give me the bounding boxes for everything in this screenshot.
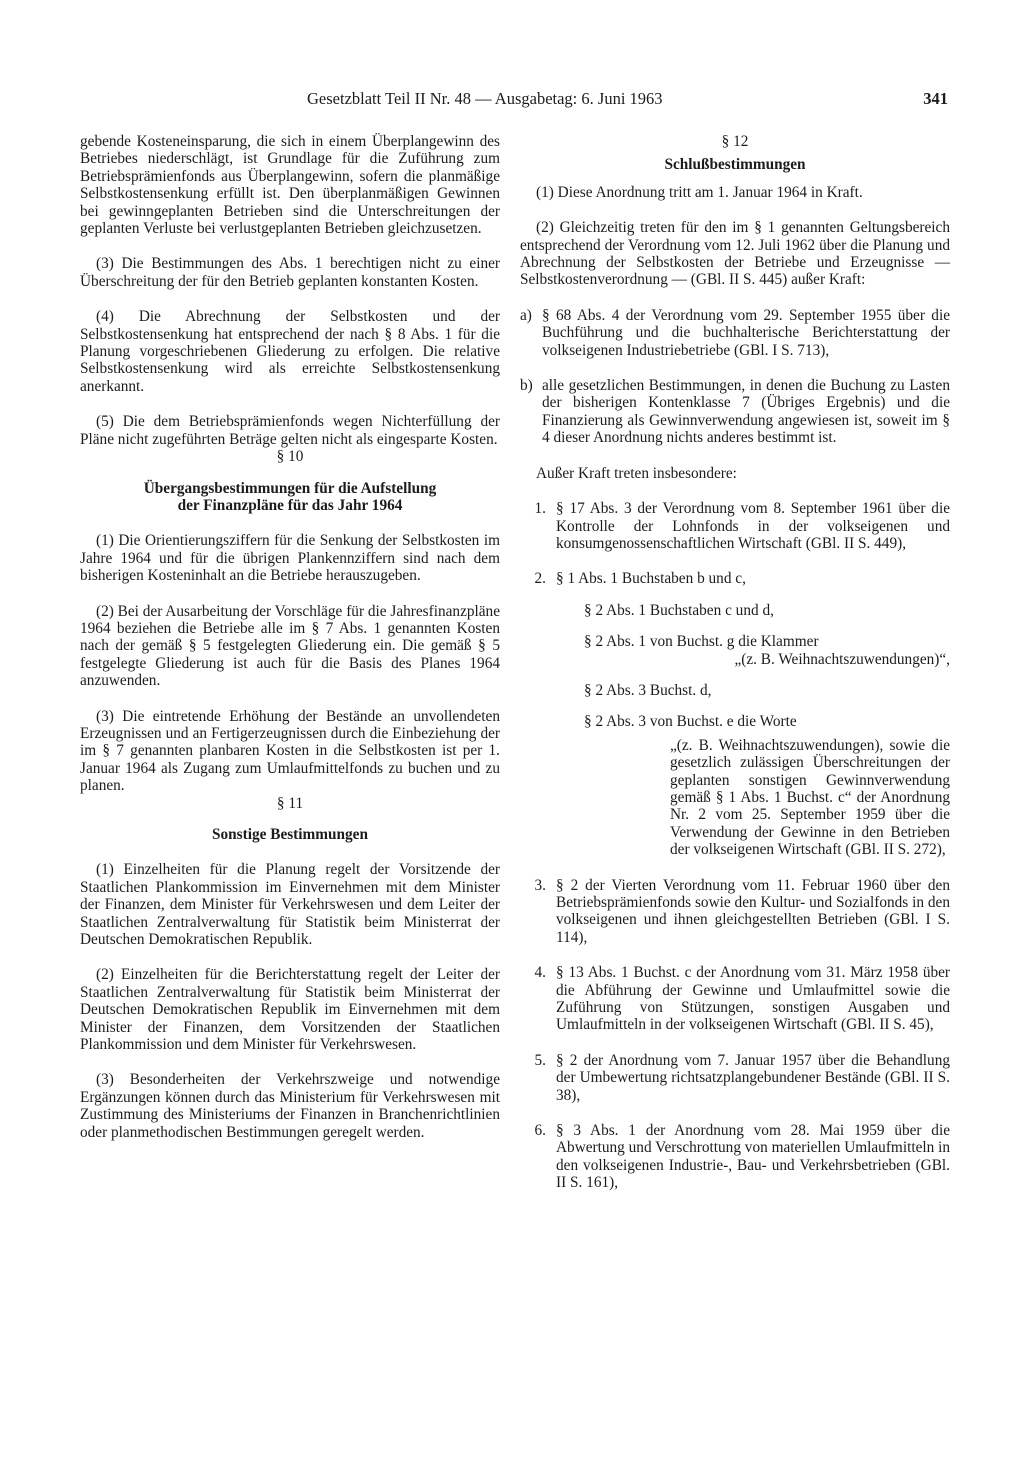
right-column bbox=[520, 133, 950, 1192]
section-12-paragraph-2: (2) Gleichzeitig treten für den im § 1 genannten Geltungsbereich entsprechend der Verordnung vom 12. Juli 1962 über die Planung und Abrechnung der Selbstkosten der Betriebe und Erzeugnisse — Selbstkostenverordnung — (GBl. II S. 445) außer Kraft: bbox=[520, 219, 950, 289]
section-10-title-line-2: der Finanzpläne für das Jahr 1964 bbox=[177, 496, 403, 514]
item-2-line-e: § 2 Abs. 3 von Buchst. e die Worte bbox=[584, 713, 797, 731]
item-5-text: § 2 der Anordnung vom 7. Januar 1957 über die Behandlung der Umbewertung richtsatzplangebundener Bestände (GBl. II S. 38), bbox=[556, 1051, 950, 1104]
numbered-item-3 bbox=[520, 877, 950, 947]
item-2-label: 2. bbox=[534, 570, 546, 588]
item-2-line-a: § 1 Abs. 1 Buchstaben b und c, bbox=[556, 570, 746, 588]
item-2-line-b: § 2 Abs. 1 Buchstaben c und d, bbox=[584, 601, 774, 619]
item-4-label: 4. bbox=[534, 964, 546, 982]
item-2-quote-e: „(z. B. Weihnachtszuwendungen), sowie die gesetzlich zulässigen Überschreitungen der geplanten sonstigen Gewinnverwendung gemäß § 1 Abs. 1 Buchst. c“ der Anordnung Nr. 2 vom 25. September 1959 über die Verwendung der Gewinne in den Betrieben der volkseigenen Wirtschaft (GBl. II S. 272), bbox=[670, 736, 950, 859]
section-12-paragraph-1: (1) Diese Anordnung tritt am 1. Januar 1964 in Kraft. bbox=[536, 183, 863, 201]
paragraph-4: (4) Die Abrechnung der Selbstkosten und der Selbstkostensenkung hat entsprechend der nach § 8 Abs. 1 für die Planung vorgeschriebenen Gliederung zu erfolgen. Die relative Selbstkostensenkung wird als erreichte Selbstkostensenkung anerkannt. bbox=[80, 308, 500, 395]
numbered-item-5 bbox=[520, 1052, 950, 1104]
section-11-paragraph-3: (3) Besonderheiten der Verkehrszweige und notwendige Ergänzungen können durch das Ministerium für Verkehrswesen mit Zustimmung des Ministeriums der Finanzen in Branchenrichtlinien oder planmethodischen Bestimmungen geregelt werden. bbox=[80, 1071, 500, 1141]
item-6-text: § 3 Abs. 1 der Anordnung vom 28. Mai 1959 über die Abwertung und Verschrottung von materiellen Umlaufmitteln in den volkseigenen Industrie-, Bau- und Verkehrsbetrieben (GBl. II S. 161), bbox=[556, 1122, 950, 1192]
left-column bbox=[80, 133, 500, 1141]
list-item-b bbox=[520, 377, 950, 447]
item-2-quote-c: „(z. B. Weihnachtszuwendungen)“, bbox=[734, 650, 950, 668]
item-2-line-c: § 2 Abs. 1 von Buchst. g die Klammer bbox=[584, 633, 819, 651]
section-10-paragraph-2: (2) Bei der Ausarbeitung der Vorschläge für die Jahresfinanzpläne 1964 beziehen die Betriebe alle im § 7 Abs. 1 genannten Kosten nach der gemäß § 5 festgelegten Gliederung ein. Die gemäß § 5 festgelegte Gliederung ist auch für die Basis des Planes 1964 anzuwenden. bbox=[80, 602, 500, 690]
item-1-text: § 17 Abs. 3 der Verordnung vom 8. September 1961 über die Kontrolle der Lohnfonds in der volkseigenen und konsumgenossenschaftlichen Wirtschaft (GBl. II S. 449), bbox=[556, 500, 950, 552]
item-3-text: § 2 der Vierten Verordnung vom 11. Februar 1960 über den Betriebsprämienfonds sowie den Kultur- und Sozialfonds in den volkseigenen und ihnen gleichgestellten Betrieben (GBl. I S. 114), bbox=[556, 876, 950, 946]
section-10-paragraph-1: (1) Die Orientierungsziffern für die Senkung der Selbstkosten im Jahre 1964 und für die übrigen Plankennziffern sind nach dem bisherigen Kosteninhalt an die Betriebe herauszugeben. bbox=[80, 532, 500, 585]
header-title: Gesetzblatt Teil II Nr. 48 — Ausgabetag: 6. Juni 1963 bbox=[307, 89, 663, 108]
section-11-title: Sonstige Bestimmungen bbox=[212, 826, 368, 843]
paragraph-3: (3) Die Bestimmungen des Abs. 1 berechtigen nicht zu einer Überschreitung der für den Betrieb geplanten konstanten Kosten. bbox=[80, 255, 500, 290]
paragraph-5: (5) Die dem Betriebsprämienfonds wegen Nichterfüllung der Pläne nicht zugeführten Beträge gelten nicht als eingesparte Kosten. bbox=[80, 413, 500, 448]
section-11-paragraph-1: (1) Einzelheiten für die Planung regelt der Vorsitzende der Staatlichen Plankommission im Einvernehmen mit dem Minister der Finanzen, dem Minister für Verkehrswesen und dem Leiter der Staatlichen Zentralverwaltung für Statistik beim Ministerrat der Deutschen Demokratischen Republik. bbox=[80, 861, 500, 949]
numbered-item-4 bbox=[520, 964, 950, 1034]
section-11-number: § 11 bbox=[276, 794, 304, 812]
section-10-number: § 10 bbox=[276, 448, 304, 466]
page-number: 341 bbox=[923, 89, 948, 108]
section-12-title: Schlußbestimmungen bbox=[664, 156, 806, 174]
item-2-line-d: § 2 Abs. 3 Buchst. d, bbox=[584, 681, 712, 699]
numbered-item-2 bbox=[520, 570, 950, 587]
section-10-title-line-1: Übergangsbestimmungen für die Aufstellung bbox=[143, 479, 437, 497]
section-10-paragraph-3: (3) Die eintretende Erhöhung der Bestände an unvollendeten Erzeugnissen und an Fertigerzeugnissen durch die Einbeziehung der im § 7 genannten planbaren Kosten in die Selbstkosten ist per 1. Januar 1964 als Zugang zum Umlaufmittelfonds zu buchen und zu planen. bbox=[80, 707, 500, 795]
list-item-a bbox=[520, 307, 950, 359]
list-text-b: alle gesetzlichen Bestimmungen, in denen die Buchung zu Lasten der bisherigen Kontenklasse 7 (Übriges Ergebnis) und die Finanzierung als Gewinnverwendung angewiesen ist, soweit im § 4 dieser Anordnung nichts anderes bestimmt ist. bbox=[542, 377, 950, 447]
numbered-item-6 bbox=[520, 1122, 950, 1192]
list-label-b: b) bbox=[520, 377, 533, 395]
item-6-label: 6. bbox=[534, 1122, 546, 1140]
page-header bbox=[80, 90, 950, 114]
section-12-number: § 12 bbox=[721, 133, 749, 150]
numbered-item-1 bbox=[520, 500, 950, 552]
ausser-kraft-intro: Außer Kraft treten insbesondere: bbox=[536, 464, 737, 482]
list-text-a: § 68 Abs. 4 der Verordnung vom 29. September 1955 über die Buchführung und die buchhalterische Berichterstattung der volkseigenen Industriebetriebe (GBl. I S. 713), bbox=[542, 306, 950, 359]
section-11-paragraph-2: (2) Einzelheiten für die Berichterstattung regelt der Leiter der Staatlichen Zentralverwaltung für Statistik beim Ministerrat der Deutschen Demokratischen Republik im Einvernehmen mit dem Minister der Finanzen, dem Vorsitzenden der Staatlichen Plankommission und dem Minister für Verkehrswesen. bbox=[80, 966, 500, 1054]
item-1-label: 1. bbox=[534, 500, 546, 518]
item-3-label: 3. bbox=[534, 876, 546, 894]
item-4-text: § 13 Abs. 1 Buchst. c der Anordnung vom 31. März 1958 über die Abführung der Gewinne und Umlaufmittel sowie die Zuführung von Stützungen, sonstigen Ausgaben und Umlaufmitteln in der volkseigenen Wirtschaft (GBl. II S. 45), bbox=[556, 964, 950, 1034]
item-5-label: 5. bbox=[534, 1051, 546, 1069]
paragraph-continued: gebende Kosteneinsparung, die sich in einem Überplangewinn des Betriebes niederschlägt, ist Grundlage für die Zuführung zum Betriebsprämienfonds aus Überplangewinn, sofern die planmäßige Selbstkostensenkung erfüllt ist. Den überplanmäßigen Gewinnen bei gewinngeplanten Betrieben sind die Unterschreitungen der geplanten Verluste bei verlustgeplanten Betrieben gleichzusetzen. bbox=[80, 133, 500, 238]
list-label-a: a) bbox=[520, 306, 532, 324]
